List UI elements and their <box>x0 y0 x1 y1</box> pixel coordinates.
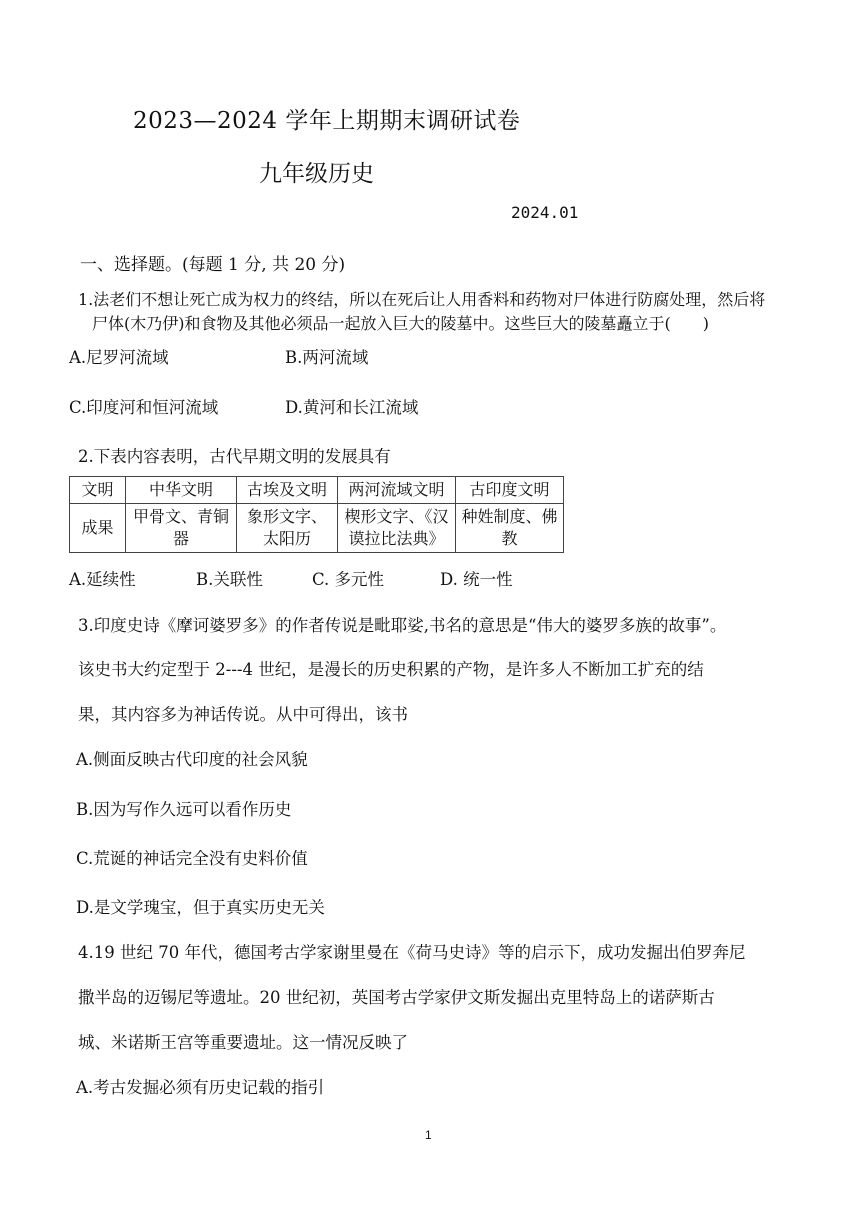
table-row <box>70 477 564 504</box>
q3-line-1: 3.印度史诗《摩诃婆罗多》的作者传说是毗耶娑,书名的意思是“伟大的婆罗多族的故事”。 <box>78 616 727 635</box>
q3-option-b: B.因为写作久远可以看作历史 <box>76 800 292 819</box>
table-cell: 古埃及文明 <box>237 477 338 504</box>
q1-option-d: D.黄河和长江流域 <box>285 398 419 417</box>
q3-option-d: D.是文学瑰宝，但于真实历史无关 <box>76 898 325 917</box>
q4-line-3: 城、米诺斯王宫等重要遗址。这一情况反映了 <box>78 1033 408 1052</box>
section-heading: 一、选择题。(每题 1 分, 共 20 分) <box>80 255 346 275</box>
q2-option-a: A.延续性 <box>69 570 136 589</box>
q1-line-1: 1.法老们不想让死亡成为权力的终结，所以在死后让人用香料和药物对尸体进行防腐处理，然后将 <box>78 290 766 309</box>
table-cell: 甲骨文、青铜 器 <box>126 504 237 553</box>
table-cell: 种姓制度、佛 教 <box>456 504 564 553</box>
q1-option-c: C.印度河和恒河流域 <box>69 398 219 417</box>
exam-date: 2024.01 <box>511 203 579 222</box>
q1-line-2: 尸体(木乃伊)和食物及其他必须品一起放入巨大的陵墓中。这些巨大的陵墓矗立于( ) <box>92 314 709 333</box>
table-cell: 成果 <box>70 504 126 553</box>
q1-option-a: A.尼罗河流域 <box>69 348 169 367</box>
q2-stem: 2.下表内容表明，古代早期文明的发展具有 <box>78 447 391 466</box>
q3-line-3: 果，其内容多为神话传说。从中可得出，该书 <box>78 705 408 724</box>
q2-option-c: C. 多元性 <box>312 570 385 589</box>
table-cell: 楔形文字、《汉 谟拉比法典》 <box>338 504 456 553</box>
table-row <box>70 504 564 553</box>
q4-line-1: 4.19 世纪 70 年代，德国考古学家谢里曼在《荷马史诗》等的启示下，成功发掘出伯罗奔尼 <box>78 943 746 962</box>
table-cell: 中华文明 <box>126 477 237 504</box>
table-cell: 两河流域文明 <box>338 477 456 504</box>
table-cell: 象形文字、 太阳历 <box>237 504 338 553</box>
civilization-table <box>69 476 564 553</box>
q3-option-c: C.荒诞的神话完全没有史料价值 <box>76 849 308 868</box>
q4-option-a: A.考古发掘必须有历史记载的指引 <box>76 1078 325 1097</box>
q3-line-2: 该史书大约定型于 2---4 世纪，是漫长的历史积累的产物，是许多人不断加工扩充的结 <box>78 660 704 679</box>
q2-option-b: B.关联性 <box>196 570 263 589</box>
table-cell: 文明 <box>70 477 126 504</box>
q3-option-a: A.侧面反映古代印度的社会风貌 <box>76 750 308 769</box>
q4-line-2: 撒半岛的迈锡尼等遗址。20 世纪初，英国考古学家伊文斯发掘出克里特岛上的诺萨斯古 <box>78 988 715 1007</box>
q1-option-b: B.两河流域 <box>285 348 369 367</box>
table-cell: 古印度文明 <box>456 477 564 504</box>
exam-title: 2023—2024 学年上期期末调研试卷 <box>133 108 521 134</box>
q2-option-d: D. 统一性 <box>440 570 513 589</box>
page-number: 1 <box>425 1128 432 1142</box>
exam-subtitle: 九年级历史 <box>259 161 374 187</box>
